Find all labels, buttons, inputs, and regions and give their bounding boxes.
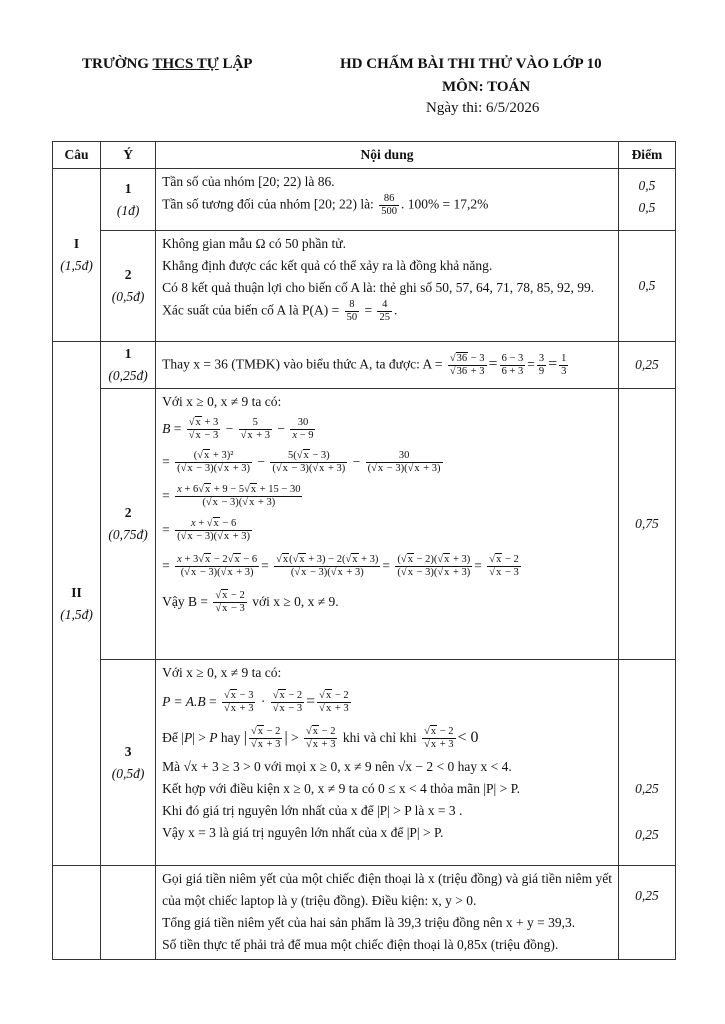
school-name: TRƯỜNG THCS TỰ LẬP xyxy=(82,56,253,72)
table-row xyxy=(53,231,676,342)
question-cell-III xyxy=(53,866,101,960)
col-header-cau: Câu xyxy=(53,142,101,169)
score-cell: 0,75 xyxy=(618,389,675,660)
content-line: = $\frac{x + √x - 6}{(√x - 3)(√x + 3)}$ xyxy=(162,518,251,543)
content-line: Với x ≥ 0, x ≠ 9 ta có: xyxy=(162,394,282,409)
content-cell xyxy=(156,866,619,960)
content-line: Không gian mẫu Ω có 50 phần tử. xyxy=(162,236,346,251)
content-line: Tần số của nhóm [20; 22) là 86. xyxy=(162,174,335,189)
table-row xyxy=(53,342,676,389)
content-cell xyxy=(156,389,619,660)
question-cell-I: I (1,5đ) xyxy=(53,169,101,342)
grading-table xyxy=(52,141,676,960)
content-line: Kết hợp với điều kiện x ≥ 0, x ≠ 9 ta có 0 ≤ x < 4 thỏa mãn |P| > P. xyxy=(162,781,520,796)
content-line: của một chiếc laptop là y (triệu đồng). Điều kiện: x, y > 0. xyxy=(162,893,477,908)
question-cell-II: II (1,5đ) xyxy=(53,342,101,866)
content-line: Khẳng định được các kết quả có thể xảy ra là đồng khả năng. xyxy=(162,258,493,273)
content-cell xyxy=(156,342,619,389)
content-cell xyxy=(156,231,619,342)
content-line: = $\frac{x + 3√x - 2√x - 6}{(√x - 3)(√x + 3)}$ = $\frac{√x(√x + 3) - 2(√x + 3)}{(√x - 3)(√x + 3)}$ = $\frac{(√x - 2)(√x + 3)}{(√x - 3)(√x + 3)}$ = $\frac{√x - 2}{√x - 3}$ xyxy=(162,554,519,579)
content-line: Gọi giá tiền niêm yết của một chiếc điện thoại là x (triệu đồng) và giá tiền niêm yết xyxy=(162,871,612,886)
content-line: Để |P| > P hay | $\frac{√x - 2}{√x + 3}$ | > $\frac{√x - 2}{√x + 3}$ khi và chỉ khi $\frac{√x - 2}{√x + 3}$ < 0 xyxy=(162,726,479,751)
content-line: Vậy x = 3 là giá trị nguyên lớn nhất của x để |P| > P. xyxy=(162,825,444,840)
content-line: Có 8 kết quả thuận lợi cho biến cố A là: thẻ ghi số 50, 57, 64, 71, 78, 85, 92, 99. xyxy=(162,280,595,295)
part-cell: 2 (0,5đ) xyxy=(101,231,156,342)
content-line: Thay x = 36 (TMĐK) vào biểu thức A, ta được: A = $\frac{√36 - 3}{√36 + 3}$ = $\frac{6 - 3}{6 + 3}$ = $\frac{3}{9}$ = $\frac{1}{3}$ xyxy=(162,352,567,377)
content-cell xyxy=(156,660,619,866)
content-line: Với x ≥ 0, x ≠ 9 ta có: xyxy=(162,665,282,680)
content-line: Mà √x + 3 ≥ 3 > 0 với mọi x ≥ 0, x ≠ 9 nên √x − 2 < 0 hay x < 4. xyxy=(162,759,512,774)
part-cell xyxy=(101,866,156,960)
col-header-diem: Điểm xyxy=(618,142,675,169)
score-cell: 0,25 xyxy=(618,342,675,389)
part-cell: 2 (0,75đ) xyxy=(101,389,156,660)
part-cell: 3 (0,5đ) xyxy=(101,660,156,866)
score-cell: 0,25 0,25 xyxy=(618,660,675,866)
part-cell: 1 (0,25đ) xyxy=(101,342,156,389)
table-row xyxy=(53,389,676,660)
content-line: B = $\frac{√x + 3}{√x - 3}$ − $\frac{5}{√x + 3}$ − $\frac{30}{x - 9}$ xyxy=(162,417,314,442)
exam-title: HD CHẤM BÀI THI THỬ VÀO LỚP 10 xyxy=(340,56,602,72)
content-line: Vậy B = $\frac{√x - 2}{√x - 3}$ với x ≥ 0, x ≠ 9. xyxy=(162,590,339,615)
table-header-row xyxy=(53,142,676,169)
score-cell: 0,5 xyxy=(618,231,675,342)
content-line: = $\frac{x + 6√x + 9 - 5√x + 15 - 30}{(√x - 3)(√x + 3)}$ xyxy=(162,484,301,509)
content-line: Khi đó giá trị nguyên lớn nhất của x để |P| > P là x = 3 . xyxy=(162,803,463,818)
content-line: Số tiền thực tế phải trả để mua một chiếc điện thoại là 0,85x (triệu đồng). xyxy=(162,937,559,952)
content-line: Tần số tương đối của nhóm [20; 22) là: $\frac{86}{500}$ . 100% = 17,2% xyxy=(162,193,489,217)
table-row xyxy=(53,660,676,866)
score-cell: 0,25 xyxy=(618,866,675,960)
content-cell xyxy=(156,169,619,231)
score-cell: 0,5 0,5 xyxy=(618,169,675,231)
table-row xyxy=(53,169,676,231)
content-line: Tổng giá tiền niêm yết của hai sản phẩm là 39,3 triệu đồng nên x + y = 39,3. xyxy=(162,915,576,930)
col-header-y: Ý xyxy=(101,142,156,169)
exam-date: Ngày thi: 6/5/2026 xyxy=(426,100,540,116)
col-header-noidung: Nội dung xyxy=(156,142,619,169)
content-line: = $\frac{\text{(√x + 3)²}}{(√x - 3)(√x + 3)}$ − $\frac{5(√x - 3)}{(√x - 3)(√x + 3)}$ − $\frac{30}{(√x - 3)(√x + 3)}$ xyxy=(162,450,441,475)
exam-subject: MÔN: TOÁN xyxy=(442,79,531,95)
table-row xyxy=(53,866,676,960)
content-line: Xác suất của biến cố A là P(A) = $\frac{8}{50}$ = $\frac{4}{25}$ . xyxy=(162,299,398,323)
part-cell: 1 (1đ) xyxy=(101,169,156,231)
content-line: P = A.B = $\frac{√x - 3}{√x + 3}$ · $\frac{√x - 2}{√x - 3}$ = $\frac{√x - 2}{√x + 3}$ xyxy=(162,690,349,715)
